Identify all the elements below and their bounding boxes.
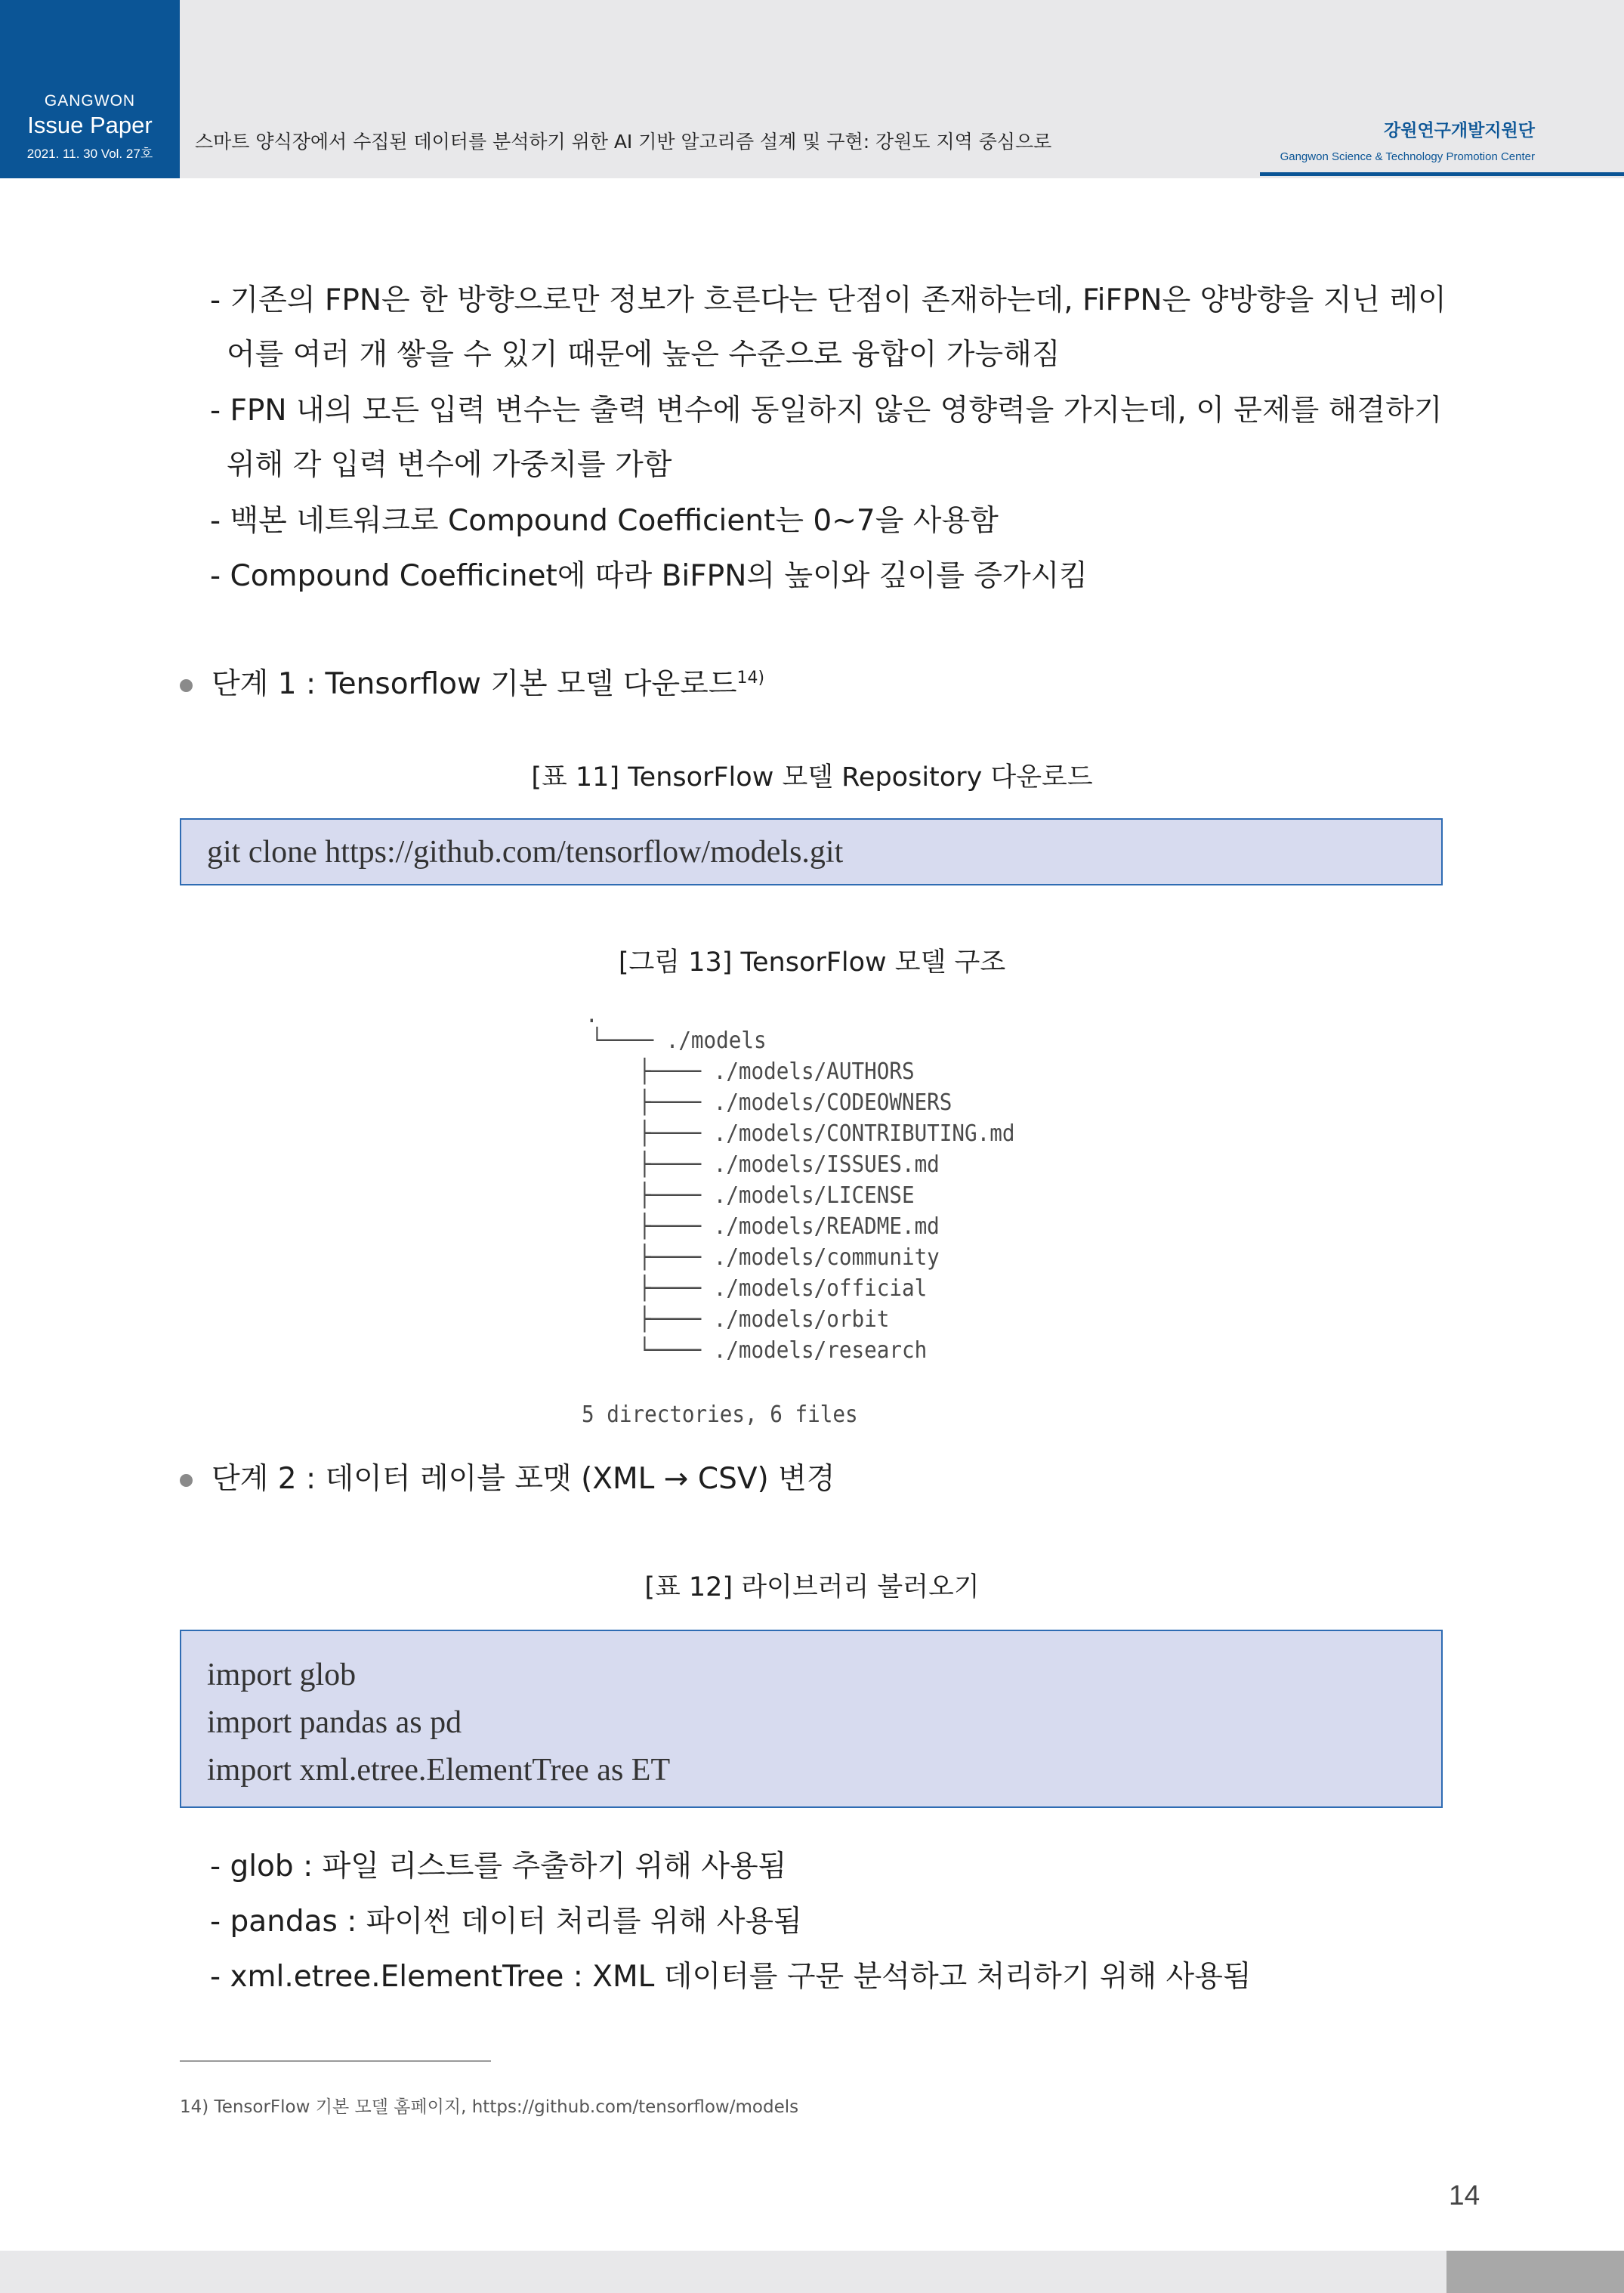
list-item: - 백본 네트워크로 Compound Coefficient는 0~7을 사용함	[210, 504, 999, 538]
institute-block	[1280, 116, 1535, 163]
tree-entry: ├──── ./models/CONTRIBUTING.md	[638, 1120, 1015, 1147]
list-item: - Compound Coefficinet에 따라 BiFPN의 높이와 깊이를 증가시킴	[210, 559, 1088, 593]
page-footer-bar	[0, 2251, 1624, 2293]
brand-issue: 2021. 11. 30 Vol. 27호	[26, 147, 153, 161]
header-divider	[1260, 172, 1624, 176]
report-title: 스마트 양식장에서 수집된 데이터를 분석하기 위한 AI 기반 알고리즘 설계 및 구현: 강원도 지역 중심으로	[195, 131, 1052, 153]
code-line: import xml.etree.ElementTree as ET	[207, 1753, 671, 1788]
tree-entry: ├──── ./models/CODEOWNERS	[638, 1089, 952, 1116]
institute-name-ko: 강원연구개발지원단	[1384, 121, 1535, 141]
tree-summary: 5 directories, 6 files	[582, 1401, 858, 1428]
footnote: 14) TensorFlow 기본 모델 홈페이지, https://github.com/tensorflow/models	[180, 2097, 799, 2117]
code-line: import glob	[207, 1658, 357, 1692]
footer-accent-block	[1446, 2251, 1624, 2293]
table-11-code-box	[180, 818, 1443, 885]
tree-entry: ├──── ./models/orbit	[638, 1306, 890, 1333]
tree-entry: ├──── ./models/LICENSE	[638, 1182, 915, 1209]
brand-city: GANGWON	[44, 92, 136, 110]
bullet-icon	[180, 1474, 193, 1487]
list-item: - glob : 파일 리스트를 추출하기 위해 사용됨	[210, 1850, 787, 1884]
footnote-reference[interactable]: 14)	[736, 669, 765, 688]
step-1-text: 단계 1 : Tensorflow 기본 모델 다운로드	[211, 667, 737, 701]
page-number: 14	[1449, 2180, 1480, 2211]
table-11-caption: [표 11] TensorFlow 모델 Repository 다운로드	[531, 762, 1093, 793]
table-12-code-box	[180, 1630, 1443, 1808]
directory-tree-figure	[582, 1002, 1050, 1435]
brand-series: Issue Paper	[27, 112, 153, 138]
table-12-caption: [표 12] 라이브러리 불러오기	[644, 1572, 980, 1602]
tree-root-dot: .	[585, 1002, 598, 1028]
list-item-continuation: 어를 여러 개 쌓을 수 있기 때문에 높은 수준으로 융합이 가능해짐	[227, 338, 1061, 372]
tree-entry: ├──── ./models/ISSUES.md	[638, 1151, 940, 1178]
page-header	[0, 0, 1624, 178]
step-1-heading	[211, 665, 764, 704]
bullet-icon	[180, 679, 193, 692]
list-item-continuation: 위해 각 입력 변수에 가중치를 가함	[227, 448, 672, 482]
figure-13-caption: [그림 13] TensorFlow 모델 구조	[618, 947, 1006, 978]
tree-entry: ├──── ./models/official	[638, 1275, 928, 1302]
step-2-heading: 단계 2 : 데이터 레이블 포맷 (XML → CSV) 변경	[211, 1462, 835, 1496]
list-item: - pandas : 파이썬 데이터 처리를 위해 사용됨	[210, 1905, 802, 1939]
issue-paper-logo	[0, 0, 180, 178]
tree-entry: ├──── ./models/README.md	[638, 1213, 940, 1240]
list-item: - xml.etree.ElementTree : XML 데이터를 구문 분석하고 처리하기 위해 사용됨	[210, 1960, 1252, 1994]
tree-root: └──── ./models	[591, 1028, 767, 1054]
list-item: - 기존의 FPN은 한 방향으로만 정보가 흐른다는 단점이 존재하는데, FiFPN은 양방향을 지닌 레이	[210, 283, 1446, 317]
tree-entry: └──── ./models/research	[638, 1337, 928, 1364]
tree-entry: ├──── ./models/community	[638, 1244, 940, 1271]
list-item: - FPN 내의 모든 입력 변수는 출력 변수에 동일하지 않은 영향력을 가지는데, 이 문제를 해결하기	[210, 394, 1443, 428]
footnote-divider	[180, 2060, 491, 2062]
code-line: git clone https://github.com/tensorflow/models.git	[207, 835, 844, 870]
institute-name-en: Gangwon Science & Technology Promotion Center	[1280, 150, 1535, 163]
code-line: import pandas as pd	[207, 1705, 462, 1740]
tree-entry: ├──── ./models/AUTHORS	[638, 1058, 915, 1085]
